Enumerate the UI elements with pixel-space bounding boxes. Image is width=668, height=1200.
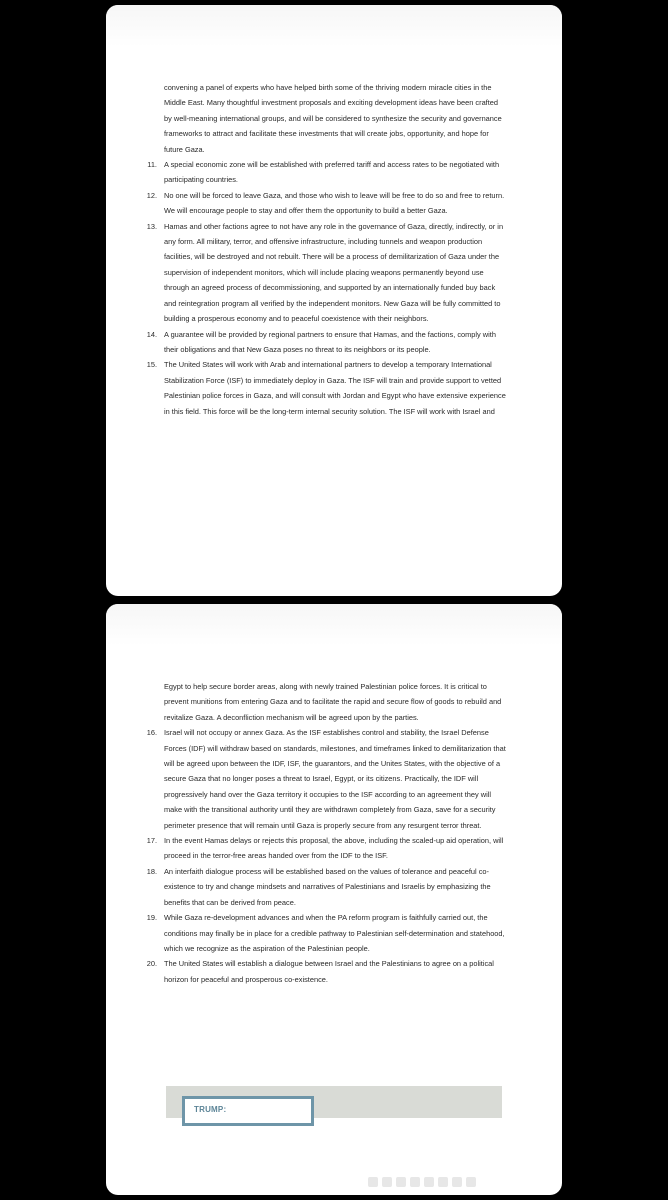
list-item-number: 15. xyxy=(146,360,157,370)
list-item-number: 16. xyxy=(146,728,157,738)
list-item-number: 17. xyxy=(146,836,157,846)
list-item-text: In the event Hamas delays or rejects this proposal, the above, including the scaled-up aid operation, will proceed in the terror-free areas handed over from the IDF to the ISF. xyxy=(164,836,504,861)
page-header-band xyxy=(106,5,562,47)
list-item-text: A special economic zone will be established with preferred tariff and access rates to be negotiated with participating countries. xyxy=(164,160,500,185)
continued-paragraph: Egypt to help secure border areas, along with newly trained Palestinian police forces. It is critical to prevent munitions from entering Gaza and to facilitate the rapid and secure flow of goods to rebuild and revitalize Gaza. A deconfliction mechanism will be agreed upon by the parties. xyxy=(164,682,502,722)
list-item xyxy=(146,357,506,419)
list-item xyxy=(146,833,506,864)
list-item-text: While Gaza re-development advances and when the PA reform program is faithfully carried out, the conditions may finally be in place for a credible pathway to Palestinian self-determination and statehood, which we recognize as the aspiration of the Palestinian people. xyxy=(164,913,505,953)
list-item xyxy=(146,327,506,358)
trump-label: TRUMP: xyxy=(194,1105,227,1114)
list-item-number: 18. xyxy=(146,866,157,876)
list-item-number: 12. xyxy=(146,190,157,200)
list-item-text: The United States will work with Arab and international partners to develop a temporary International Stabilization Force (ISF) to immediately deploy in Gaza. The ISF will train and provide support to vetted Palestinian police forces in Gaza, and will consult with Jordan and Egypt who have extensive experience in this field. This force will be the long-term internal security solution. The ISF will work with Israel and xyxy=(164,360,506,416)
list-item-text: An interfaith dialogue process will be established based on the values of tolerance and peaceful co-existence to try and change mindsets and narratives of Palestinians and Israelis by emphasizing the benefits that can be derived from peace. xyxy=(164,866,491,907)
list-item-text: Hamas and other factions agree to not have any role in the governance of Gaza, directly, indirectly, or in any form. All military, terror, and offensive infrastructure, including tunnels and weapon production facilities, will be destroyed and not rebuilt. There will be a process of demilitarization of Gaza under the supervision of independent monitors, which will include placing weapons permanently beyond use through an agreed process of decommissioning, and supported by an internationally funded buy back and reintegration program all verified by the independent monitors. New Gaza will be fully committed to building a prosperous economy and to peaceful coexistence with their neighbors. xyxy=(164,221,504,324)
list-item-text: Israel will not occupy or annex Gaza. As the ISF establishes control and stability, the Israel Defense Forces (IDF) will withdraw based on standards, milestones, and timeframes linked to demilitarization that will be agreed upon between the IDF, ISF, the guarantors, and the Unites States, with the objective of a secure Gaza that no longer poses a threat to Israel, Egypt, or its citizens. Practically, the IDF will progressively hand over the Gaza territory it occupies to the ISF according to an agreement they will make with the transitional authority until they are withdrawn completely from Gaza, save for a security perimeter presence that will remain until Gaza is properly secure from any resurgent terror threat. xyxy=(164,728,506,830)
page-1-content xyxy=(146,80,506,419)
page-2-content xyxy=(146,679,506,987)
document-page-2 xyxy=(106,604,562,1195)
list-item xyxy=(146,725,506,833)
footer-image-strip xyxy=(166,1086,502,1118)
trump-quote-box xyxy=(182,1096,314,1126)
watermark xyxy=(368,1177,508,1187)
list-item xyxy=(146,219,506,327)
list-item-number: 14. xyxy=(146,329,157,339)
page-header-band xyxy=(106,604,562,646)
list-item xyxy=(146,188,506,219)
list-item-number: 13. xyxy=(146,221,157,231)
list-item xyxy=(146,910,506,956)
list-item-number: 19. xyxy=(146,913,157,923)
list-item xyxy=(147,157,506,188)
list-item-text: A guarantee will be provided by regional partners to ensure that Hamas, and the factions, comply with their obligations and that New Gaza poses no threat to its neighbors or its people. xyxy=(164,329,496,354)
list-item xyxy=(146,864,506,910)
list-item-text: No one will be forced to leave Gaza, and those who wish to leave will be free to do so and free to return. We will encourage people to stay and offer them the opportunity to build a better Gaza. xyxy=(164,190,505,216)
list-item-number: 11. xyxy=(147,160,157,170)
document-page-1 xyxy=(106,5,562,596)
continued-paragraph: convening a panel of experts who have helped birth some of the thriving modern miracle cities in the Middle East. Many thoughtful investment proposals and exciting development ideas have been crafted by well-meaning international groups, and will be considered to synthesize the security and governance frameworks to attract and facilitate these investments that will create jobs, opportunity, and hope for future Gaza. xyxy=(164,83,502,154)
list-item-text: The United States will establish a dialogue between Israel and the Palestinians to agree on a political horizon for peaceful and prosperous co-existence. xyxy=(164,959,494,984)
list-item-number: 20. xyxy=(146,959,157,969)
list-item xyxy=(146,956,506,987)
